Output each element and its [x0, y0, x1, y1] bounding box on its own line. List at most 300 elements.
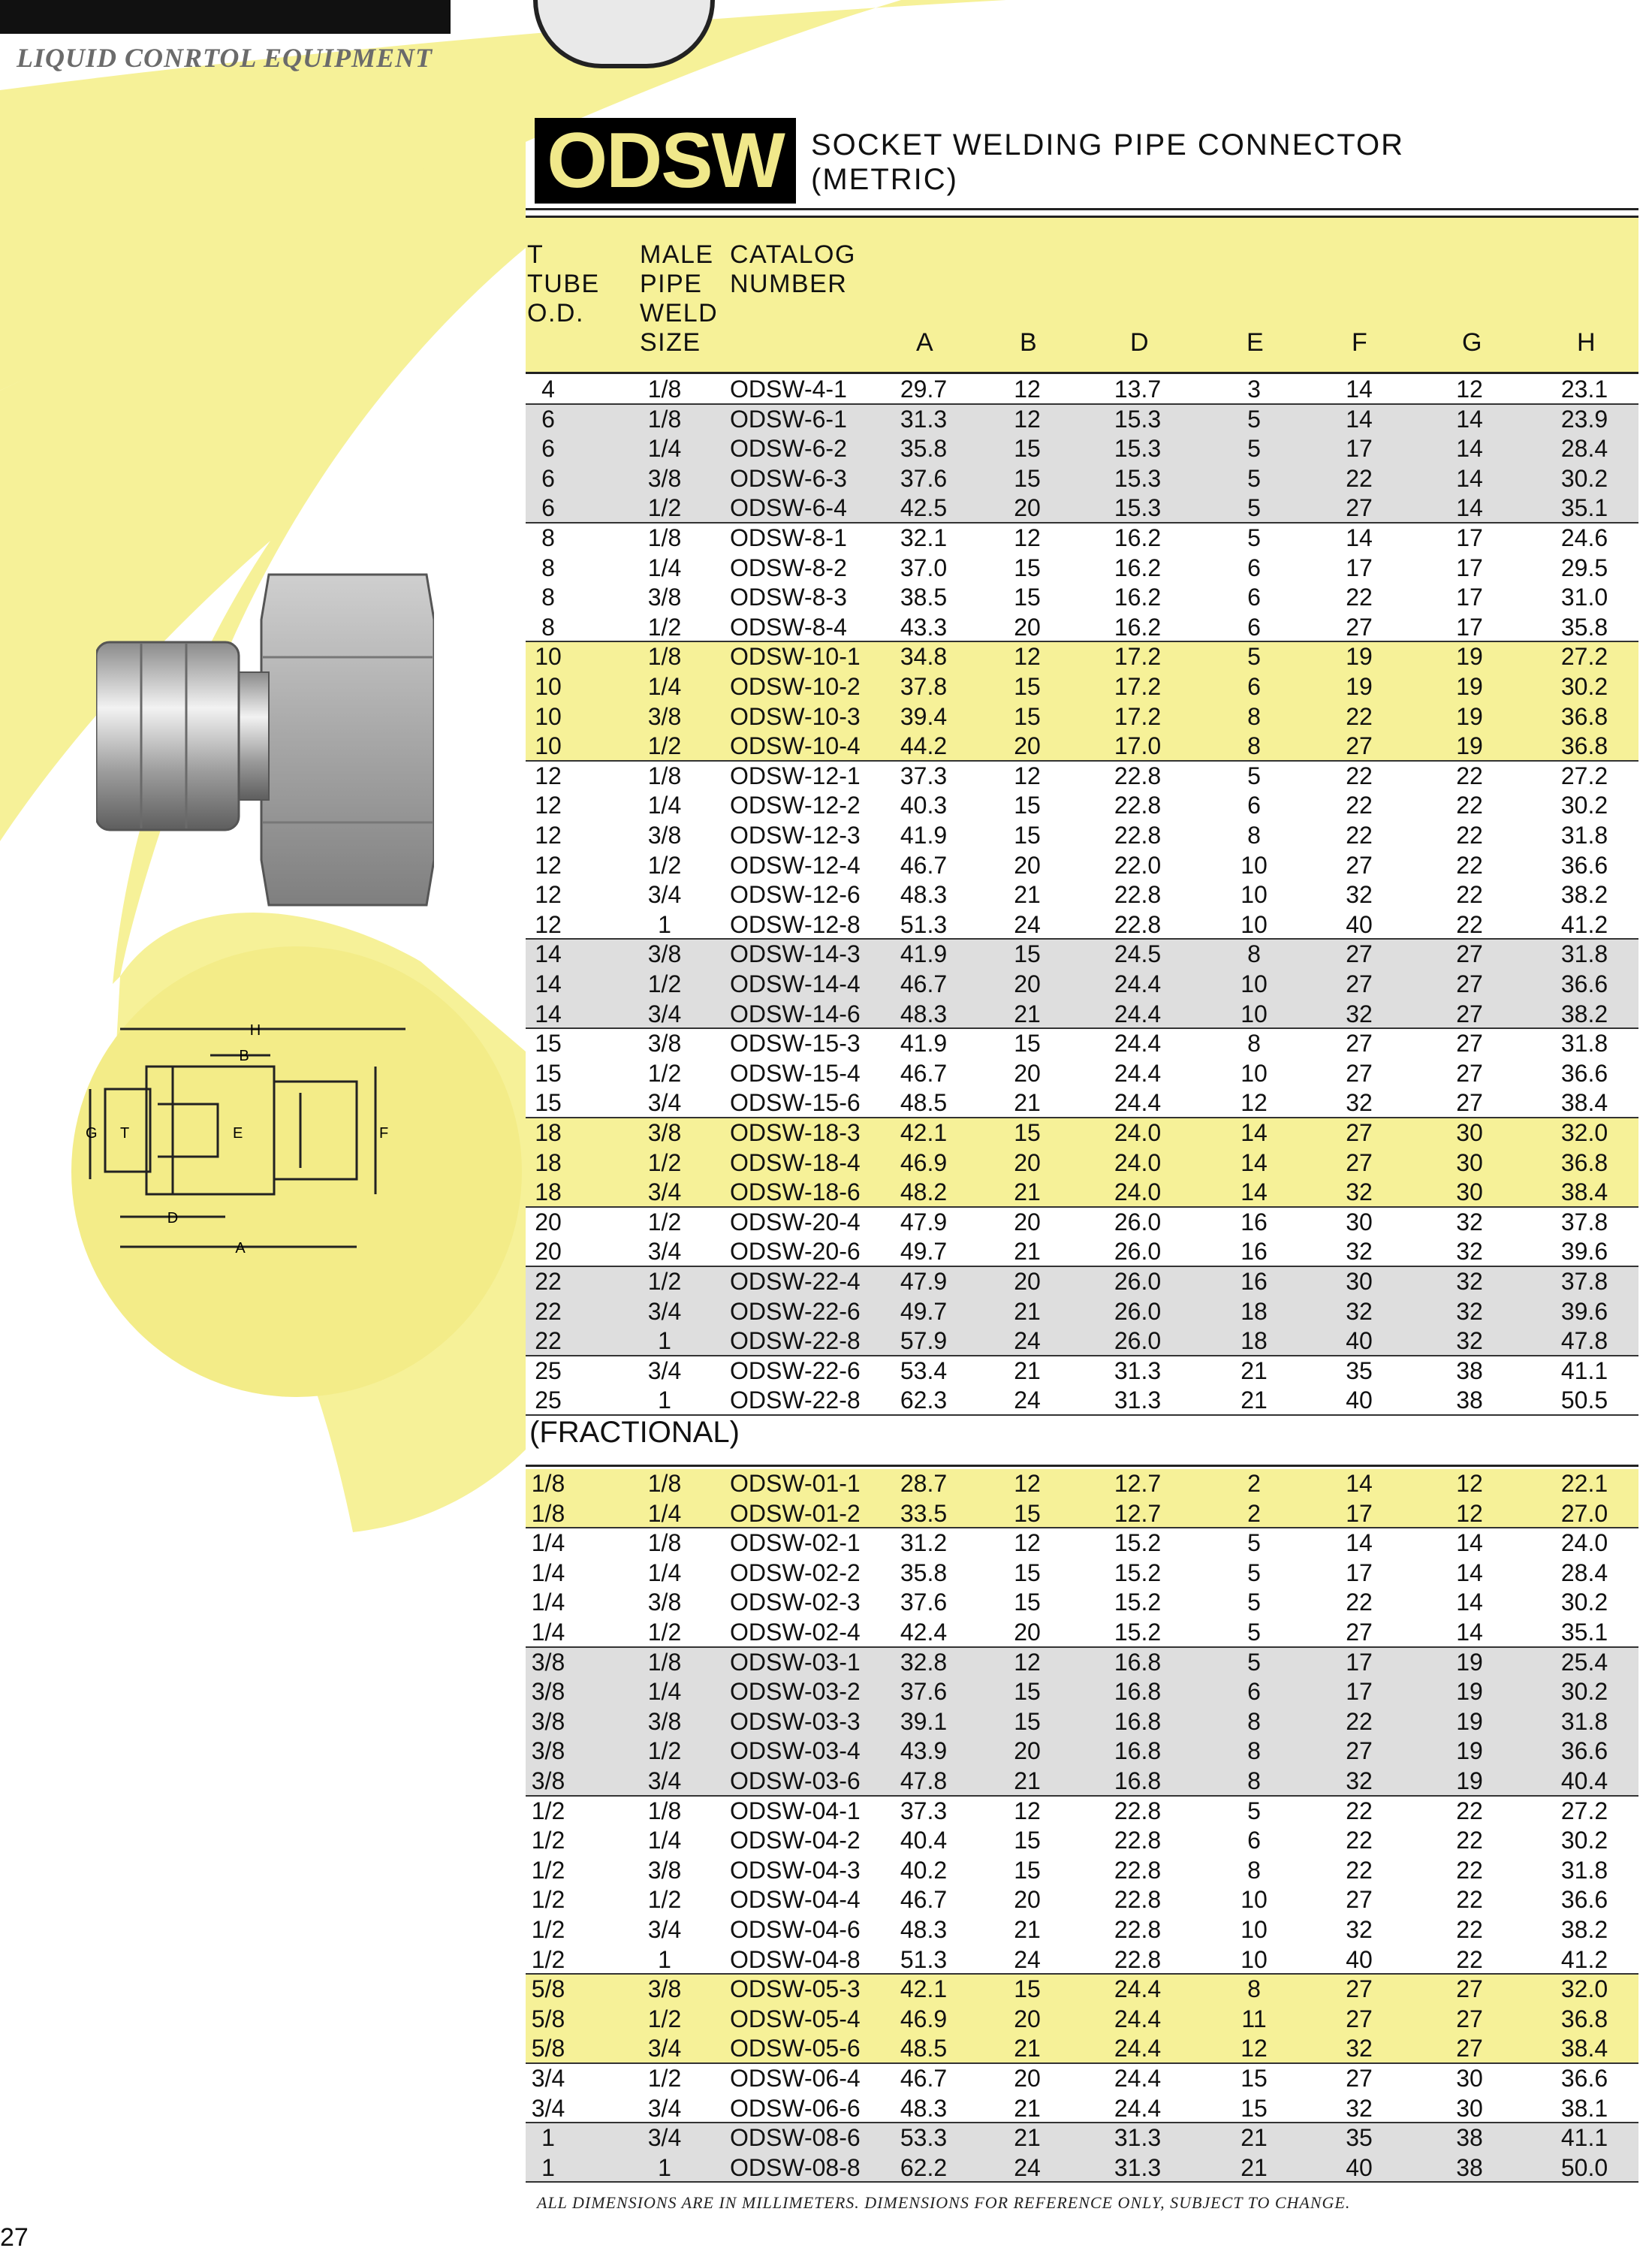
table-row [526, 1707, 1638, 1737]
table-cell: 31.0 [1560, 584, 1608, 611]
table-cell: 12 [1014, 1529, 1041, 1557]
table-cell: 26.0 [1114, 1297, 1162, 1325]
table-cell: 3/4 [647, 2035, 682, 2062]
table-cell: 46.9 [900, 2005, 948, 2032]
table-cell: 36.8 [1560, 702, 1608, 730]
table-cell: 19 [1456, 732, 1483, 760]
table-cell: 24.4 [1114, 1000, 1162, 1027]
table-cell: 36.6 [1560, 1886, 1608, 1914]
table-row [526, 1767, 1638, 1797]
table-cell: 22 [1346, 1707, 1373, 1735]
table-cell: 14 [1346, 376, 1373, 403]
table-cell: 1/8 [647, 1470, 682, 1497]
table-cell: 22 [1456, 762, 1483, 789]
table-cell: 3/4 [647, 1767, 682, 1794]
header-line: NUMBER [730, 270, 848, 298]
table-cell: 14 [1456, 1529, 1483, 1557]
table-cell: 15 [535, 1089, 562, 1117]
table-cell: 3/8 [647, 1589, 682, 1616]
table-cell: 31.3 [900, 405, 948, 433]
table-row [526, 1975, 1638, 2005]
table-cell: 6 [541, 464, 555, 492]
table-cell: 15 [535, 1030, 562, 1058]
table-cell: 24.5 [1114, 940, 1162, 968]
table-cell: 26.0 [1114, 1268, 1162, 1295]
table-cell: 36.6 [1560, 1059, 1608, 1087]
table-cell: 48.3 [900, 1916, 948, 1943]
table-cell: 10 [1241, 1059, 1268, 1087]
table-cell: 21 [1241, 2124, 1268, 2152]
table-cell: 30 [1456, 2065, 1483, 2092]
table-cell: 19 [1346, 643, 1373, 671]
table-cell: 6 [1247, 1678, 1261, 1706]
table-cell: 12 [1014, 405, 1041, 433]
table-cell: 1/4 [531, 1589, 565, 1616]
table-cell: 5 [1247, 494, 1261, 522]
table-cell: 27.2 [1560, 643, 1608, 671]
table-cell: 15 [1241, 2065, 1268, 2092]
table-cell: 38 [1456, 1386, 1483, 1414]
table-cell: 30.2 [1560, 673, 1608, 700]
table-cell: 30 [1346, 1208, 1373, 1236]
table-cell: 15 [1014, 1678, 1041, 1706]
table-cell: 1/4 [647, 1827, 682, 1854]
table-cell: 15 [1014, 584, 1041, 611]
table-cell: 34.8 [900, 643, 948, 671]
table-row [526, 1469, 1638, 1499]
table-cell: ODSW-22-8 [730, 1327, 861, 1355]
table-cell: 12 [1241, 1089, 1268, 1117]
table-cell: 16.8 [1114, 1648, 1162, 1676]
table-row [526, 910, 1638, 940]
table-cell: 14 [1456, 405, 1483, 433]
table-cell: 12 [1456, 1499, 1483, 1527]
table-cell: ODSW-18-4 [730, 1148, 861, 1176]
table-cell: 17 [1456, 613, 1483, 641]
table-cell: 2 [1247, 1470, 1261, 1497]
brand-tagline: LIQUID CONRTOL EQUIPMENT [17, 43, 433, 73]
table-cell: 1/2 [531, 1916, 565, 1943]
table-cell: 30 [1456, 1119, 1483, 1146]
table-cell: 62.3 [900, 1386, 948, 1414]
table-cell: 57.9 [900, 1327, 948, 1355]
table-cell: 27 [1456, 1059, 1483, 1087]
table-cell: ODSW-04-1 [730, 1797, 861, 1824]
table-cell: 49.7 [900, 1238, 948, 1266]
table-cell: 8 [541, 554, 555, 581]
table-cell: 32 [1346, 1916, 1373, 1943]
table-cell: 8 [1247, 702, 1261, 730]
table-cell: ODSW-4-1 [730, 376, 847, 403]
product-title-line2: (METRIC) [811, 163, 958, 196]
table-cell: ODSW-08-6 [730, 2124, 861, 2152]
table-cell: 22 [1456, 910, 1483, 938]
table-cell: 19 [1456, 643, 1483, 671]
table-cell: ODSW-03-1 [730, 1648, 861, 1676]
table-cell: 5 [1247, 762, 1261, 789]
header-line: TUBE [527, 270, 600, 298]
table-cell: 27 [1456, 2035, 1483, 2062]
table-cell: 35 [1346, 1356, 1373, 1384]
table-row [526, 1797, 1638, 1827]
table-cell: 12 [1456, 376, 1483, 403]
table-cell: 16.2 [1114, 613, 1162, 641]
table-cell: 22.0 [1114, 851, 1162, 879]
table-cell: 1/2 [647, 1619, 682, 1646]
table-row [526, 405, 1638, 435]
table-row [526, 434, 1638, 464]
table-cell: 17 [1346, 1499, 1373, 1527]
table-cell: 40 [1346, 1386, 1373, 1414]
table-cell: 15.3 [1114, 405, 1162, 433]
table-cell: 43.9 [900, 1737, 948, 1765]
table-cell: 31.8 [1560, 940, 1608, 968]
table-cell: ODSW-04-8 [730, 1945, 861, 1973]
table-cell: 15 [1014, 554, 1041, 581]
table-cell: 1/8 [531, 1470, 565, 1497]
table-cell: 6 [541, 435, 555, 463]
table-cell: 49.7 [900, 1297, 948, 1325]
table-cell: 25 [535, 1386, 562, 1414]
table-row [526, 791, 1638, 821]
table-cell: 20 [1014, 613, 1041, 641]
table-row [526, 375, 1638, 405]
table-row [526, 613, 1638, 643]
table-row [526, 880, 1638, 910]
table-cell: ODSW-8-2 [730, 554, 847, 581]
table-cell: 31.8 [1560, 1856, 1608, 1884]
table-cell: 27.0 [1560, 1499, 1608, 1527]
table-cell: 3/4 [647, 1356, 682, 1384]
table-cell: 3/8 [531, 1678, 565, 1706]
table-cell: 24.4 [1114, 1030, 1162, 1058]
table-cell: 1 [541, 2153, 555, 2181]
table-cell: 36.8 [1560, 732, 1608, 760]
table-cell: 32 [1346, 2094, 1373, 2122]
table-cell: 39.6 [1560, 1238, 1608, 1266]
table-cell: 43.3 [900, 613, 948, 641]
table-cell: 27 [1346, 1119, 1373, 1146]
table-cell: ODSW-6-4 [730, 494, 847, 522]
table-cell: 1/2 [531, 1856, 565, 1884]
table-cell: 1/8 [647, 405, 682, 433]
table-row [526, 1148, 1638, 1178]
table-cell: 24.4 [1114, 1059, 1162, 1087]
table-cell: 21 [1014, 2094, 1041, 2122]
table-cell: 20 [1014, 1737, 1041, 1765]
table-rule [526, 1465, 1638, 1467]
table-row [526, 672, 1638, 702]
table-row [526, 493, 1638, 524]
table-cell: 31.8 [1560, 822, 1608, 849]
table-cell: 22.8 [1114, 792, 1162, 819]
table-cell: 15 [535, 1059, 562, 1087]
table-cell: 32 [1456, 1327, 1483, 1355]
table-cell: 15 [1014, 673, 1041, 700]
table-row [526, 1677, 1638, 1707]
table-cell: 19 [1456, 1648, 1483, 1676]
table-cell: 27 [1456, 1089, 1483, 1117]
table-cell: 48.3 [900, 2094, 948, 2122]
table-row [526, 1000, 1638, 1030]
table-cell: 27 [1346, 1059, 1373, 1087]
table-cell: 1/8 [647, 643, 682, 671]
table-cell: 22 [535, 1297, 562, 1325]
table-row [526, 642, 1638, 672]
table-cell: 14 [1346, 1470, 1373, 1497]
table-cell: 3/8 [647, 464, 682, 492]
table-cell: 46.7 [900, 1059, 948, 1087]
table-cell: 41.1 [1560, 2124, 1608, 2152]
table-cell: 22 [1456, 851, 1483, 879]
table-cell: 46.9 [900, 1148, 948, 1176]
table-cell: 1/2 [647, 2065, 682, 2092]
table-cell: 6 [1247, 613, 1261, 641]
table-cell: ODSW-14-3 [730, 940, 861, 968]
table-cell: 31.2 [900, 1529, 948, 1557]
table-cell: 1 [658, 1327, 671, 1355]
table-cell: 44.2 [900, 732, 948, 760]
table-cell: 1/2 [647, 1886, 682, 1914]
table-cell: 15 [1014, 1975, 1041, 2003]
table-cell: ODSW-20-6 [730, 1238, 861, 1266]
table-cell: ODSW-10-3 [730, 702, 861, 730]
table-cell: ODSW-05-4 [730, 2005, 861, 2032]
table-cell: 5 [1247, 464, 1261, 492]
table-cell: 8 [1247, 822, 1261, 849]
table-cell: 1/4 [647, 1678, 682, 1706]
table-cell: ODSW-12-3 [730, 822, 861, 849]
table-cell: 3/4 [531, 2094, 565, 2122]
table-row [526, 970, 1638, 1000]
table-cell: 17 [1346, 1648, 1373, 1676]
table-cell: 22 [1346, 1589, 1373, 1616]
table-cell: 21 [1014, 881, 1041, 909]
table-row [526, 762, 1638, 792]
table-cell: 28.4 [1560, 435, 1608, 463]
table-row [526, 702, 1638, 732]
header-line: CATALOG [730, 240, 856, 269]
table-cell: 6 [1247, 554, 1261, 581]
table-cell: 12 [1014, 1797, 1041, 1824]
table-cell: 10 [1241, 1916, 1268, 1943]
table-cell: 27 [1346, 940, 1373, 968]
table-cell: 27 [1346, 494, 1373, 522]
table-row [526, 1826, 1638, 1856]
table-cell: 3/4 [531, 2065, 565, 2092]
table-cell: 1 [658, 1945, 671, 1973]
product-code: ODSW [535, 118, 796, 204]
table-cell: 31.3 [1114, 1386, 1162, 1414]
table-cell: ODSW-04-3 [730, 1856, 861, 1884]
table-cell: 12 [1014, 1470, 1041, 1497]
table-cell: 14 [1456, 1619, 1483, 1646]
table-cell: 37.8 [1560, 1268, 1608, 1295]
table-cell: ODSW-18-3 [730, 1119, 861, 1146]
table-cell: 14 [1456, 435, 1483, 463]
table-cell: 1/4 [531, 1558, 565, 1586]
table-cell: 6 [541, 494, 555, 522]
table-cell: ODSW-06-4 [730, 2065, 861, 2092]
table-cell: 19 [1456, 1737, 1483, 1765]
table-cell: 12.7 [1114, 1499, 1162, 1527]
table-cell: 51.3 [900, 910, 948, 938]
table-cell: 1/2 [647, 1268, 682, 1295]
table-cell: 27 [1456, 1030, 1483, 1058]
table-cell: 5 [1247, 1648, 1261, 1676]
table-cell: 48.3 [900, 1000, 948, 1027]
table-cell: 46.7 [900, 970, 948, 997]
table-cell: 15.2 [1114, 1558, 1162, 1586]
table-cell: 38.2 [1560, 1000, 1608, 1027]
table-cell: 27.2 [1560, 762, 1608, 789]
table-cell: 37.6 [900, 1678, 948, 1706]
table-cell: 12 [535, 762, 562, 789]
table-cell: 30.2 [1560, 792, 1608, 819]
table-cell: 22 [1456, 1916, 1483, 1943]
table-cell: 38.4 [1560, 1178, 1608, 1206]
table-row [526, 1297, 1638, 1327]
table-cell: 21 [1014, 1089, 1041, 1117]
table-cell: 1/4 [531, 1619, 565, 1646]
table-cell: 20 [1014, 970, 1041, 997]
header-g: G [1462, 328, 1483, 357]
table-cell: 12 [1014, 762, 1041, 789]
table-cell: 22 [1456, 792, 1483, 819]
table-cell: 30 [1456, 2094, 1483, 2122]
table-cell: 10 [1241, 1886, 1268, 1914]
table-cell: 20 [1014, 851, 1041, 879]
table-row [526, 1326, 1638, 1356]
table-cell: 3/8 [647, 1030, 682, 1058]
table-cell: 5/8 [531, 2035, 565, 2062]
table-cell: 10 [1241, 1945, 1268, 1973]
table-cell: 39.6 [1560, 1297, 1608, 1325]
table-cell: 33.5 [900, 1499, 948, 1527]
table-row [526, 583, 1638, 613]
table-cell: 36.8 [1560, 1148, 1608, 1176]
table-cell: 12 [535, 822, 562, 849]
table-cell: 24.4 [1114, 2005, 1162, 2032]
table-cell: 24.0 [1114, 1148, 1162, 1176]
table-cell: 1/4 [647, 435, 682, 463]
table-cell: 41.2 [1560, 910, 1608, 938]
table-cell: 40 [1346, 910, 1373, 938]
table-cell: 37.3 [900, 762, 948, 789]
table-cell: 15.2 [1114, 1589, 1162, 1616]
table-cell: 8 [1247, 1767, 1261, 1794]
dim-label-h: H [249, 1022, 261, 1039]
table-cell: ODSW-02-4 [730, 1619, 861, 1646]
table-cell: ODSW-03-3 [730, 1707, 861, 1735]
product-title [811, 128, 1404, 197]
table-cell: 21 [1014, 1238, 1041, 1266]
table-cell: 15 [1014, 1856, 1041, 1884]
table-cell: 14 [1346, 524, 1373, 551]
table-cell: 20 [535, 1208, 562, 1236]
table-row [526, 2034, 1638, 2064]
table-cell: ODSW-02-3 [730, 1589, 861, 1616]
table-row [526, 554, 1638, 584]
table-cell: 17 [1456, 524, 1483, 551]
table-cell: 3/4 [647, 1297, 682, 1325]
table-cell: 17 [1346, 1678, 1373, 1706]
table-cell: ODSW-22-4 [730, 1268, 861, 1295]
table-cell: ODSW-04-2 [730, 1827, 861, 1854]
table-cell: 14 [1241, 1119, 1268, 1146]
table-cell: 27 [1456, 1000, 1483, 1027]
table-cell: 32 [1456, 1297, 1483, 1325]
table-cell: 15 [1014, 1589, 1041, 1616]
table-cell: 20 [1014, 2065, 1041, 2092]
header-h: H [1577, 328, 1597, 357]
dim-label-g: G [86, 1125, 98, 1142]
table-cell: 12 [535, 881, 562, 909]
table-row [526, 940, 1638, 970]
table-cell: 22.8 [1114, 762, 1162, 789]
table-cell: 3/4 [647, 1000, 682, 1027]
table-cell: 3/8 [647, 702, 682, 730]
table-cell: 8 [1247, 1707, 1261, 1735]
table-cell: 18 [535, 1178, 562, 1206]
table-cell: 12 [1014, 643, 1041, 671]
table-cell: 14 [535, 1000, 562, 1027]
table-cell: ODSW-12-2 [730, 792, 861, 819]
table-cell: 47.8 [1560, 1327, 1608, 1355]
table-cell: 18 [1241, 1327, 1268, 1355]
table-cell: 41.9 [900, 940, 948, 968]
table-row [526, 1737, 1638, 1767]
table-cell: 21 [1014, 1178, 1041, 1206]
table-cell: 27 [1456, 1975, 1483, 2003]
table-cell: 20 [1014, 1148, 1041, 1176]
table-cell: 40.4 [900, 1827, 948, 1854]
header-line: WELD [640, 299, 719, 327]
table-cell: 22 [1456, 1886, 1483, 1914]
table-cell: ODSW-10-1 [730, 643, 861, 671]
table-cell: ODSW-01-2 [730, 1499, 861, 1527]
table-cell: 36.8 [1560, 2005, 1608, 2032]
table-cell: 5 [1247, 1619, 1261, 1646]
table-cell: 35.1 [1560, 494, 1608, 522]
table-row [526, 1118, 1638, 1148]
table-row [526, 2153, 1638, 2183]
table-cell: 36.6 [1560, 1737, 1608, 1765]
table-cell: 1 [541, 2124, 555, 2152]
table-cell: 3/8 [531, 1648, 565, 1676]
table-cell: 22 [1346, 702, 1373, 730]
table-cell: 15.3 [1114, 435, 1162, 463]
table-cell: 19 [1456, 673, 1483, 700]
table-cell: 21 [1014, 1000, 1041, 1027]
table-cell: 20 [1014, 494, 1041, 522]
table-cell: ODSW-01-1 [730, 1470, 861, 1497]
header-b: B [1020, 328, 1039, 357]
table-cell: 23.9 [1560, 405, 1608, 433]
table-cell: 24.4 [1114, 1089, 1162, 1117]
table-cell: 28.4 [1560, 1558, 1608, 1586]
table-row [526, 1499, 1638, 1529]
table-cell: ODSW-04-4 [730, 1886, 861, 1914]
table-cell: 8 [541, 613, 555, 641]
table-cell: 32.8 [900, 1648, 948, 1676]
table-cell: 22 [1346, 1827, 1373, 1854]
table-cell: 24.4 [1114, 2035, 1162, 2062]
table-cell: 15 [1014, 940, 1041, 968]
table-cell: 25.4 [1560, 1648, 1608, 1676]
table-cell: 24.6 [1560, 524, 1608, 551]
dim-label-d: D [167, 1210, 179, 1227]
